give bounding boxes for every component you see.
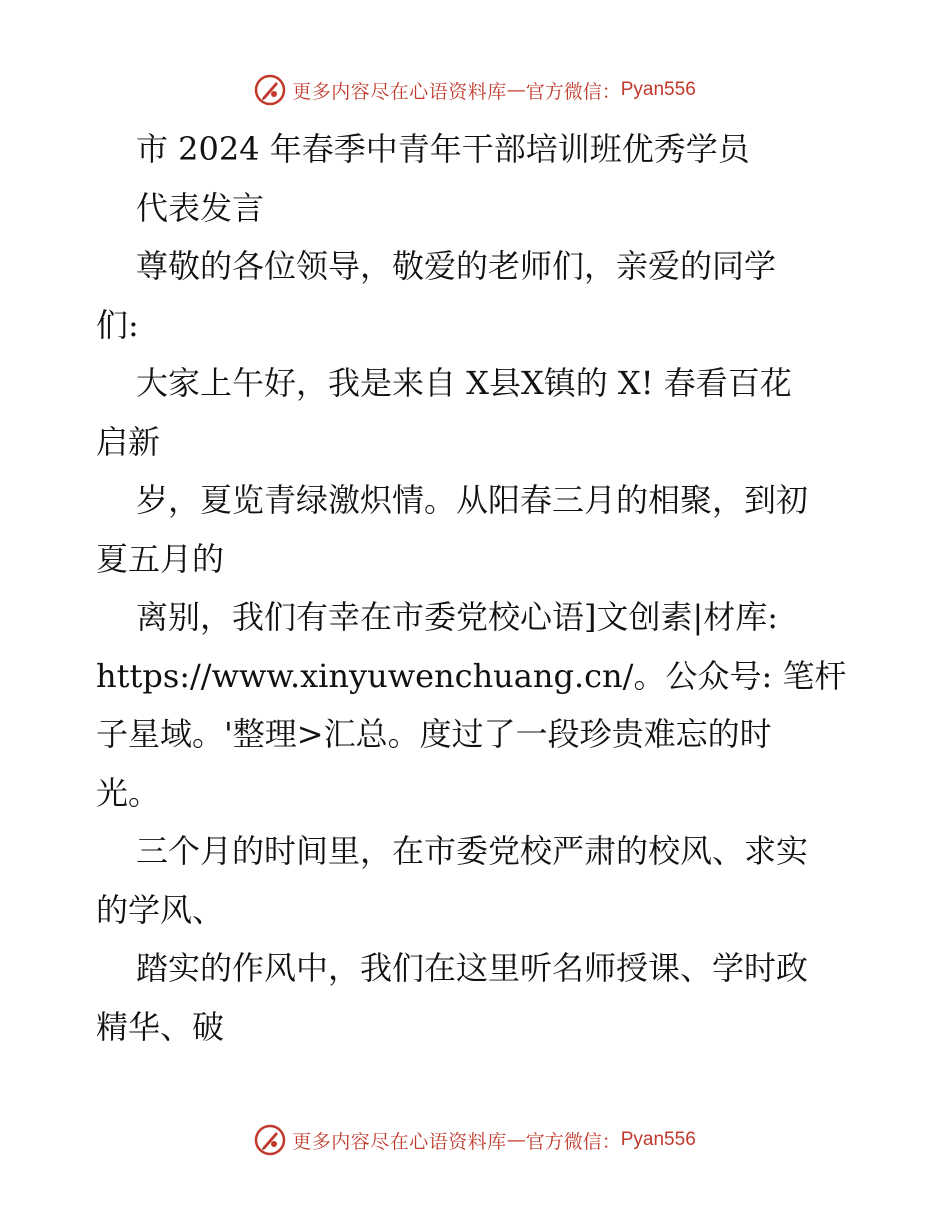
text-line: 大家上午好，我是来自 X县X镇的 X! 春看百花 [136, 364, 792, 402]
text-line: 夏五月的 [96, 539, 225, 578]
header-banner-main-text: 更多内容尽在心语资料库 [292, 80, 507, 103]
text-line: 光。 [96, 773, 161, 812]
header-banner-official-label: 官方微信： [525, 80, 621, 103]
text-line: 精华、破 [96, 1007, 225, 1046]
text-line: 三个月的时间里，在市委党校严肃的校风、求实 [136, 832, 809, 870]
document-body [96, 120, 856, 1056]
footer-banner-main-text: 更多内容尽在心语资料库 [292, 1130, 507, 1153]
quill-logo-icon [254, 74, 286, 106]
text-line: 离别，我们有幸在市委党校心语]文创素|材库: [136, 598, 779, 636]
footer-banner-wechat-id: Pyan556 [620, 1129, 696, 1150]
text-line: 市 2024 年春季中青年干部培训班优秀学员 [136, 130, 750, 168]
header-banner-separator: — [506, 79, 526, 101]
header-banner [0, 70, 950, 110]
text-line: 代表发言 [136, 188, 265, 227]
text-line: 启新 [96, 422, 161, 461]
footer-banner [0, 1120, 950, 1160]
footer-banner-separator: — [506, 1129, 526, 1151]
quill-logo-icon [254, 1124, 286, 1156]
text-line: 踏实的作风中，我们在这里听名师授课、学时政 [136, 949, 809, 987]
text-line: 子星域。'整理>汇总。度过了一段珍贵难忘的时 [96, 715, 772, 753]
text-line: 尊敬的各位领导，敬爱的老师们，亲爱的同学 [136, 247, 777, 285]
footer-banner-official-label: 官方微信： [525, 1130, 621, 1153]
text-line: 岁，夏览青绿激炽情。从阳春三月的相聚，到初 [136, 481, 809, 519]
text-line: 们: [96, 305, 139, 344]
text-line: https://www.xinyuwenchuang.cn/。公众号: 笔杆 [96, 656, 847, 695]
header-banner-wechat-id: Pyan556 [620, 79, 696, 100]
text-line: 的学风、 [96, 890, 225, 929]
